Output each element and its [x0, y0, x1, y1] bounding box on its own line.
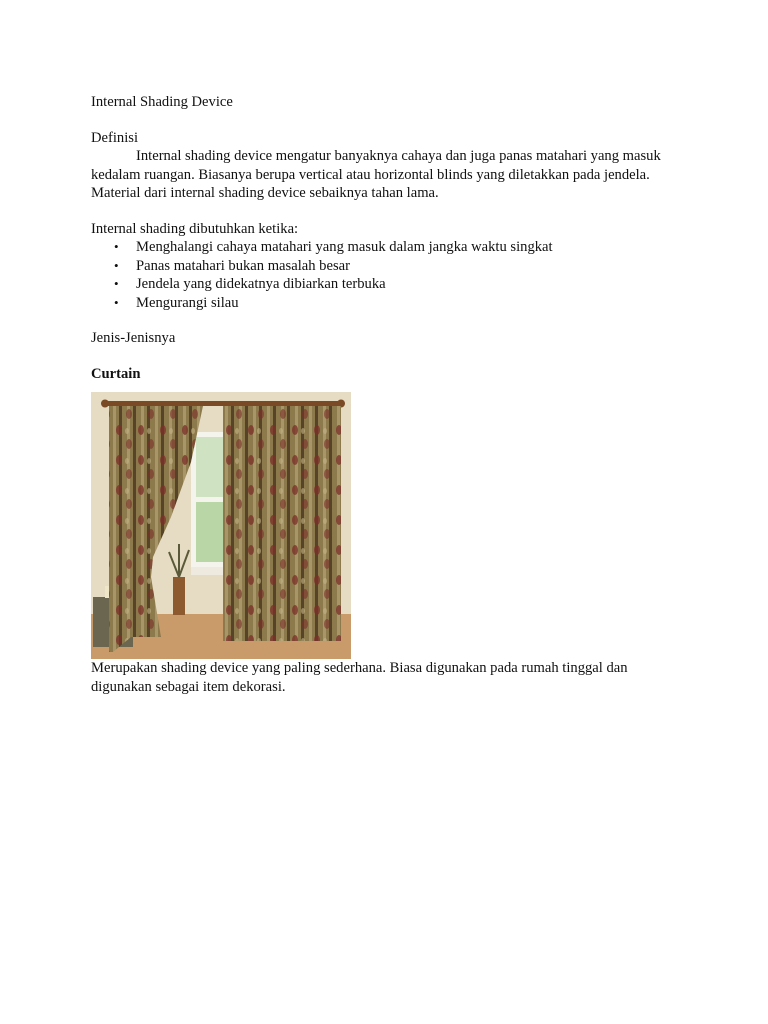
document-title: Internal Shading Device	[91, 94, 233, 110]
curtain-photo	[91, 392, 351, 659]
needs-intro: Internal shading dibutuhkan ketika:	[91, 220, 299, 237]
list-item-text: Mengurangi silau	[136, 294, 239, 311]
definition-line-1: Internal shading device mengatur banyaknya cahaya dan juga panas matahari yang masuk	[136, 148, 661, 164]
curtain-rod	[105, 401, 341, 406]
definition-line-3: Material dari internal shading device sebaiknya tahan lama.	[91, 185, 439, 201]
curtain-desc-line-2: digunakan sebagai item dekorasi.	[91, 678, 286, 695]
list-item-text: Panas matahari bukan masalah besar	[136, 257, 350, 274]
bullet-icon: •	[114, 294, 119, 310]
list-item	[91, 294, 691, 313]
types-heading: Jenis-Jenisnya	[91, 330, 176, 346]
list-item	[91, 275, 691, 294]
list-item	[91, 238, 691, 257]
curtain-heading: Curtain	[91, 365, 141, 382]
needs-list	[91, 238, 691, 312]
bullet-icon: •	[114, 257, 119, 273]
bullet-icon: •	[114, 239, 119, 254]
definition-heading: Definisi	[91, 129, 139, 146]
list-item-text: Jendela yang didekatnya dibiarkan terbuka	[136, 276, 386, 292]
curtain-desc-line-1: Merupakan shading device yang paling sederhana. Biasa digunakan pada rumah tinggal dan	[91, 660, 628, 676]
definition-line-2: kedalam ruangan. Biasanya berupa vertical atau horizontal blinds yang diletakkan pada jendela.	[91, 166, 650, 183]
document-body	[91, 93, 691, 696]
list-item	[91, 257, 691, 276]
list-item-text: Menghalangi cahaya matahari yang masuk dalam jangka waktu singkat	[136, 239, 553, 255]
bullet-icon: •	[114, 276, 119, 291]
right-curtain	[223, 406, 341, 641]
